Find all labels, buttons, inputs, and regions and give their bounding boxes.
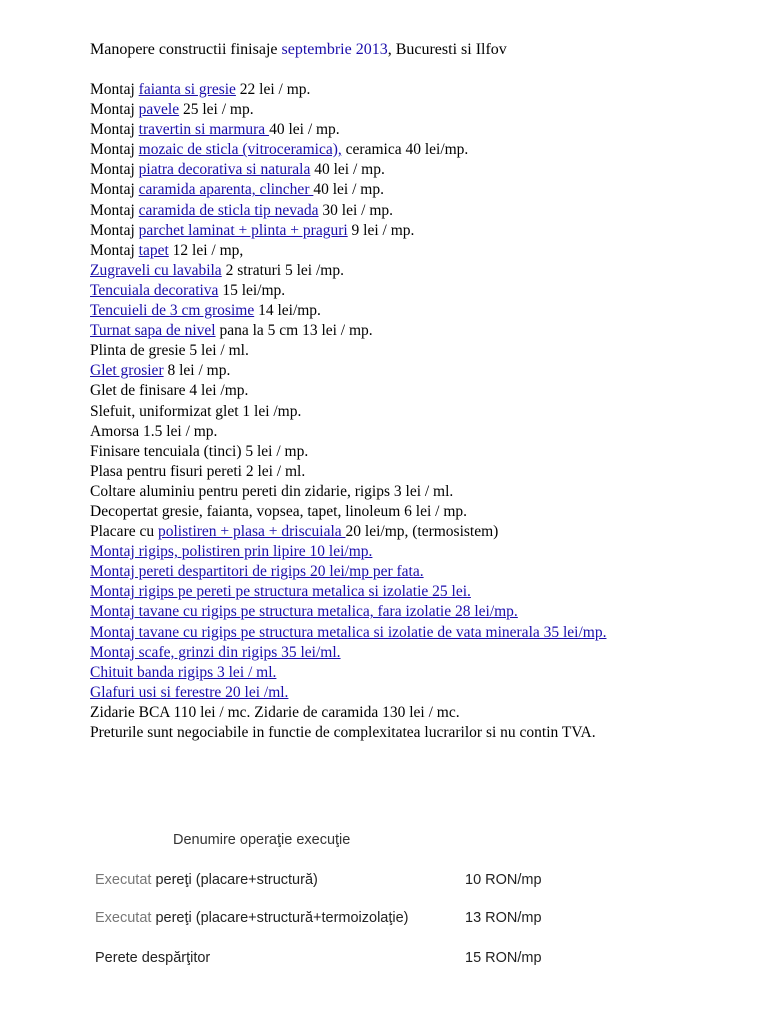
price-line	[90, 80, 760, 100]
price-link[interactable]: faianta si gresie	[138, 81, 236, 98]
title-prefix: Manopere constructii finisaje	[90, 41, 282, 58]
price-text: Montaj	[90, 241, 139, 259]
price-text: Preturile sunt negociabile in functie de complexitatea lucrarilor si nu contin TVA.	[90, 724, 596, 741]
price-text: 2 straturi 5 lei /mp.	[221, 261, 344, 279]
price-line	[90, 723, 760, 743]
table-row-name	[95, 950, 210, 966]
row-prefix: Executat	[95, 910, 156, 926]
price-link[interactable]: travertin si marmura	[138, 121, 270, 139]
price-line	[90, 683, 760, 703]
price-link[interactable]: Glafuri usi si ferestre 20 lei /ml.	[90, 683, 289, 701]
price-text: 30 lei / mp.	[318, 201, 394, 219]
price-text: 40 lei / mp.	[313, 181, 384, 199]
price-line	[90, 140, 760, 160]
price-line	[90, 341, 760, 361]
price-text: ceramica 40 lei/mp.	[341, 141, 469, 159]
price-text: 20 lei/mp, (termosistem)	[345, 523, 499, 541]
price-text: 14 lei/mp.	[254, 302, 321, 320]
price-text: Decopertat gresie, faianta, vopsea, tapet, linoleum 6 lei / mp.	[90, 502, 468, 520]
price-line	[90, 321, 760, 341]
price-line	[90, 462, 760, 482]
price-text: Slefuit, uniformizat glet 1 lei /mp.	[90, 402, 302, 420]
price-text: Glet de finisare 4 lei /mp.	[90, 382, 249, 400]
table-row	[95, 910, 735, 930]
price-line	[90, 482, 760, 502]
price-link[interactable]: mozaic de sticla (vitroceramica),	[138, 141, 342, 159]
price-text: Amorsa 1.5 lei / mp.	[90, 422, 218, 440]
price-text: Coltare aluminiu pentru pereti din zidarie, rigips 3 lei / ml.	[90, 482, 454, 500]
price-link[interactable]: Montaj scafe, grinzi din rigips 35 lei/ml.	[90, 643, 341, 661]
price-text: Montaj	[90, 201, 139, 219]
price-line	[90, 582, 760, 602]
price-link[interactable]: Montaj rigips pe pereti pe structura metalica si izolatie 25 lei.	[90, 583, 471, 601]
price-line	[90, 663, 760, 683]
price-link[interactable]: Montaj tavane cu rigips pe structura metalica si izolatie de vata minerala 35 lei/mp.	[90, 623, 607, 641]
price-text: Montaj	[90, 161, 139, 179]
price-link[interactable]: parchet laminat + plinta + praguri	[138, 221, 348, 239]
price-link[interactable]: polistiren + plasa + driscuiala	[158, 523, 346, 541]
price-line	[90, 402, 760, 422]
table-header: Denumire operaţie execuţie	[173, 832, 351, 848]
price-link[interactable]: tapet	[138, 241, 169, 259]
price-link[interactable]: Zugraveli cu lavabila	[90, 261, 222, 279]
price-text: Montaj	[90, 181, 139, 199]
table-row-price: 15 RON/mp	[465, 950, 542, 966]
price-line	[90, 643, 760, 663]
price-link[interactable]: Turnat sapa de nivel	[90, 322, 216, 340]
price-text: 12 lei / mp,	[168, 241, 244, 259]
table-row-price: 13 RON/mp	[465, 910, 542, 926]
price-text: Montaj	[90, 221, 139, 239]
price-line	[90, 281, 760, 301]
price-link[interactable]: Montaj pereti despartitori de rigips 20 lei/mp per fata.	[90, 563, 424, 581]
price-link[interactable]: caramida aparenta, clincher	[138, 181, 314, 199]
price-text: 40 lei / mp.	[269, 121, 340, 139]
price-text: Montaj	[90, 121, 139, 139]
price-text: Montaj	[90, 81, 139, 98]
price-text: pana la 5 cm 13 lei / mp.	[215, 322, 373, 340]
price-line	[90, 542, 760, 562]
price-line	[90, 442, 760, 462]
price-link[interactable]: Tencuieli de 3 cm grosime	[90, 302, 255, 320]
document-title	[90, 40, 507, 60]
price-line	[90, 703, 760, 723]
price-text: 25 lei / mp.	[179, 101, 254, 119]
price-line	[90, 623, 760, 643]
price-text: 9 lei / mp.	[347, 221, 415, 239]
price-link[interactable]: Montaj tavane cu rigips pe structura metalica, fara izolatie 28 lei/mp.	[90, 603, 518, 621]
price-text: Placare cu	[90, 523, 158, 541]
price-link[interactable]: caramida de sticla tip nevada	[138, 201, 319, 219]
price-line	[90, 180, 760, 200]
price-list	[90, 80, 760, 743]
title-date-link[interactable]: septembrie 2013	[281, 41, 388, 58]
price-link[interactable]: piatra decorativa si naturala	[138, 161, 311, 179]
price-line	[90, 201, 760, 221]
price-line	[90, 160, 760, 180]
price-line	[90, 422, 760, 442]
price-text: Plinta de gresie 5 lei / ml.	[90, 342, 249, 360]
table-row	[95, 872, 735, 892]
price-line	[90, 361, 760, 381]
price-link[interactable]: pavele	[138, 101, 180, 119]
price-line	[90, 562, 760, 582]
price-line	[90, 502, 760, 522]
price-text: 15 lei/mp.	[218, 281, 286, 299]
table-row-name	[95, 910, 409, 926]
price-text: Zidarie BCA 110 lei / mc. Zidarie de caramida 130 lei / mc.	[90, 703, 460, 721]
price-link[interactable]: Tencuiala decorativa	[90, 281, 219, 299]
row-label: Perete despărţitor	[95, 950, 211, 966]
price-line	[90, 241, 760, 261]
price-line	[90, 221, 760, 241]
table-row-name	[95, 872, 318, 888]
price-line	[90, 381, 760, 401]
price-text: Plasa pentru fisuri pereti 2 lei / ml.	[90, 462, 306, 480]
price-line	[90, 522, 760, 542]
price-line	[90, 100, 760, 120]
title-suffix: , Bucuresti si Ilfov	[387, 41, 507, 58]
price-text: 8 lei / mp.	[163, 362, 231, 380]
price-text: Montaj	[90, 141, 139, 159]
row-label: pereţi (placare+structură+termoizolaţie)	[155, 910, 409, 926]
price-text: 40 lei / mp.	[310, 161, 385, 179]
table-row-price: 10 RON/mp	[465, 872, 542, 888]
price-line	[90, 301, 760, 321]
row-label: pereţi (placare+structură)	[155, 872, 318, 888]
price-text: Montaj	[90, 101, 139, 119]
price-line	[90, 120, 760, 140]
price-text: 22 lei / mp.	[235, 81, 311, 98]
price-link[interactable]: Chituit banda rigips 3 lei / ml.	[90, 663, 277, 681]
table-row	[95, 950, 735, 970]
price-link[interactable]: Montaj rigips, polistiren prin lipire 10 lei/mp.	[90, 543, 373, 561]
price-text: Finisare tencuiala (tinci) 5 lei / mp.	[90, 442, 309, 460]
row-prefix: Executat	[95, 872, 156, 888]
price-line	[90, 602, 760, 622]
price-line	[90, 261, 760, 281]
price-link[interactable]: Glet grosier	[90, 362, 164, 380]
